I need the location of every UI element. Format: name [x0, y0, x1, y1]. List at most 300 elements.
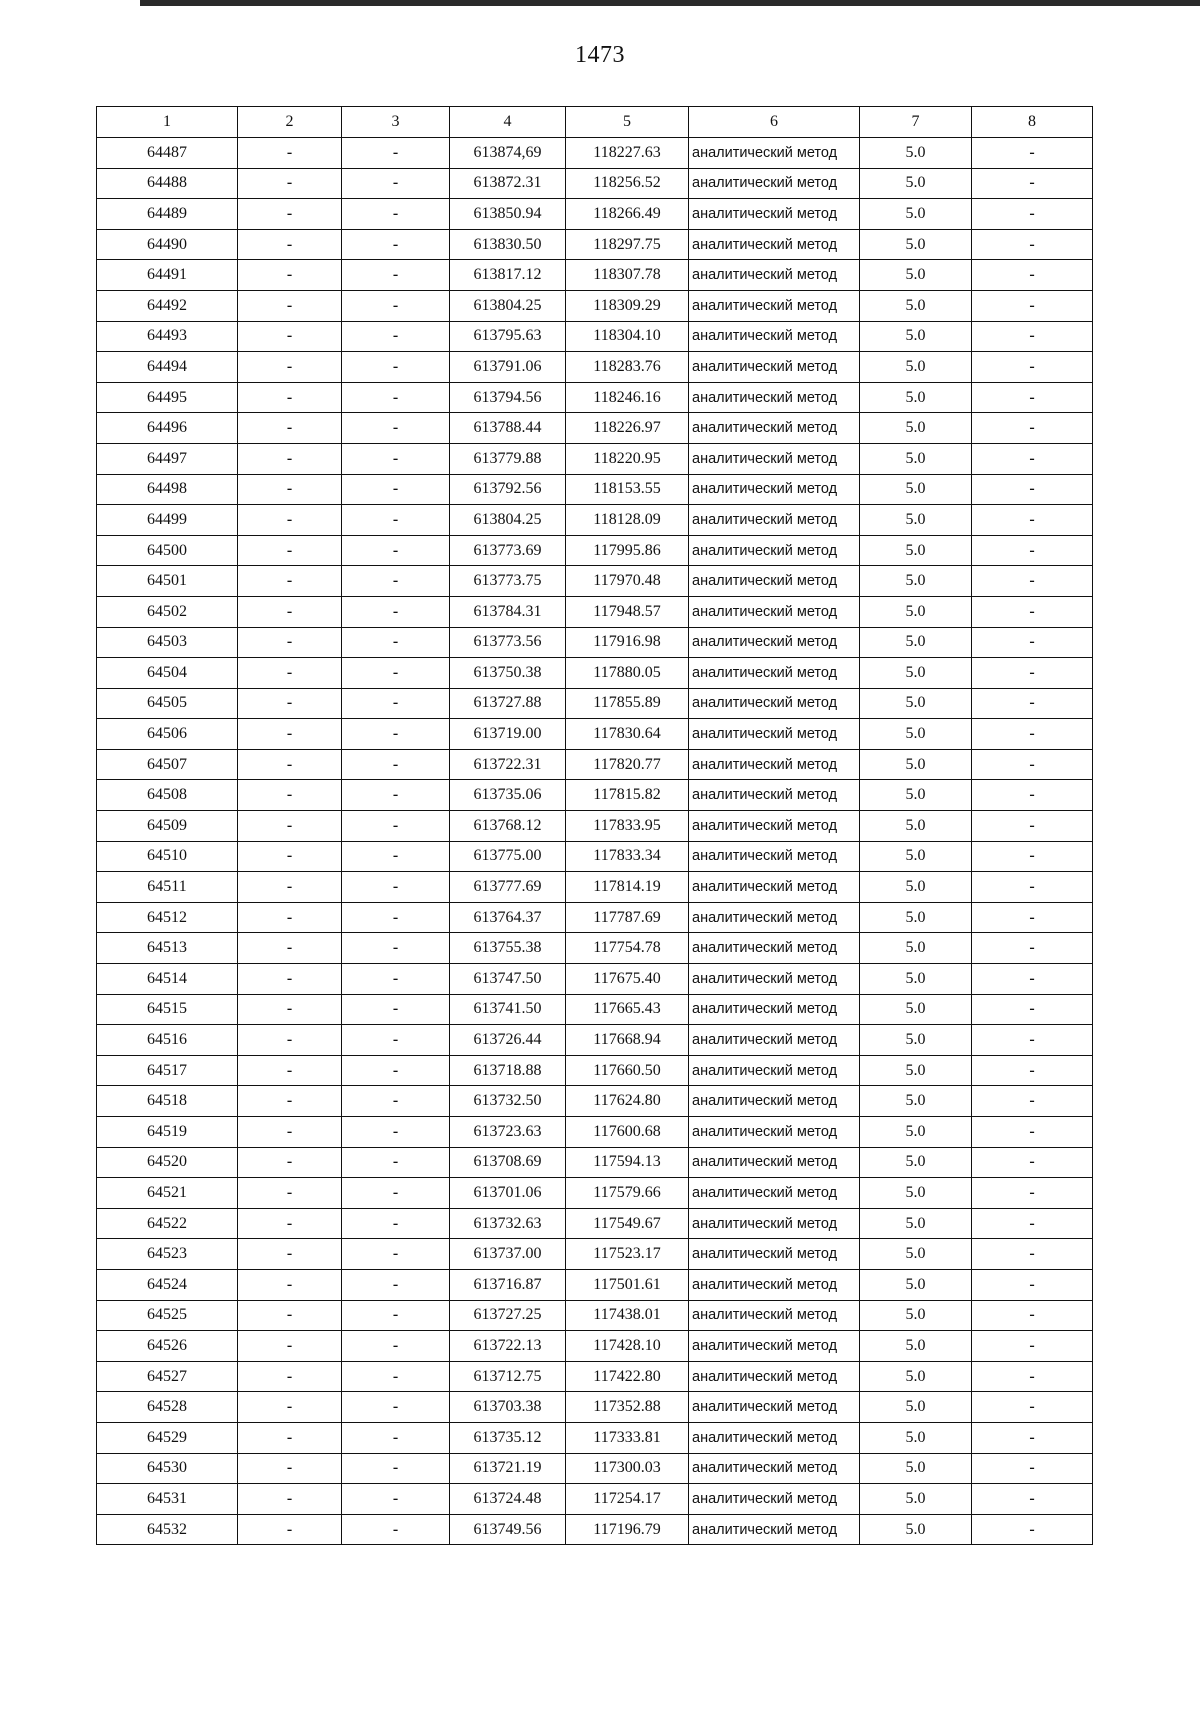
col2-cell: -	[238, 902, 342, 933]
accuracy-cell: 5.0	[860, 566, 972, 597]
method-cell: аналитический метод	[689, 474, 860, 505]
col2-cell: -	[238, 1361, 342, 1392]
point-number-cell: 64510	[97, 841, 238, 872]
col8-cell: -	[972, 1025, 1093, 1056]
table-row	[97, 443, 1093, 474]
accuracy-cell: 5.0	[860, 902, 972, 933]
table-row	[97, 811, 1093, 842]
col8-cell: -	[972, 474, 1093, 505]
col3-cell: -	[342, 321, 450, 352]
point-number-cell: 64519	[97, 1117, 238, 1148]
x-coordinate-cell: 613724.48	[450, 1484, 566, 1515]
method-cell: аналитический метод	[689, 290, 860, 321]
x-coordinate-cell: 613773.69	[450, 535, 566, 566]
table-row	[97, 566, 1093, 597]
col8-cell: -	[972, 229, 1093, 260]
y-coordinate-cell: 117995.86	[566, 535, 689, 566]
col8-cell: -	[972, 168, 1093, 199]
col8-cell: -	[972, 1484, 1093, 1515]
col8-cell: -	[972, 199, 1093, 230]
x-coordinate-cell: 613716.87	[450, 1269, 566, 1300]
method-cell: аналитический метод	[689, 1147, 860, 1178]
column-header-3: 3	[342, 107, 450, 138]
x-coordinate-cell: 613708.69	[450, 1147, 566, 1178]
accuracy-cell: 5.0	[860, 1025, 972, 1056]
col3-cell: -	[342, 1055, 450, 1086]
point-number-cell: 64507	[97, 749, 238, 780]
y-coordinate-cell: 117333.81	[566, 1422, 689, 1453]
accuracy-cell: 5.0	[860, 1055, 972, 1086]
accuracy-cell: 5.0	[860, 1147, 972, 1178]
col8-cell: -	[972, 352, 1093, 383]
table-row	[97, 627, 1093, 658]
table-row	[97, 596, 1093, 627]
col8-cell: -	[972, 1178, 1093, 1209]
col8-cell: -	[972, 1269, 1093, 1300]
col3-cell: -	[342, 1147, 450, 1178]
method-cell: аналитический метод	[689, 1178, 860, 1209]
x-coordinate-cell: 613701.06	[450, 1178, 566, 1209]
x-coordinate-cell: 613737.00	[450, 1239, 566, 1270]
col2-cell: -	[238, 413, 342, 444]
col3-cell: -	[342, 1025, 450, 1056]
col8-cell: -	[972, 443, 1093, 474]
x-coordinate-cell: 613792.56	[450, 474, 566, 505]
x-coordinate-cell: 613723.63	[450, 1117, 566, 1148]
method-cell: аналитический метод	[689, 1514, 860, 1545]
point-number-cell: 64494	[97, 352, 238, 383]
table-row	[97, 1178, 1093, 1209]
col8-cell: -	[972, 688, 1093, 719]
accuracy-cell: 5.0	[860, 321, 972, 352]
col8-cell: -	[972, 1422, 1093, 1453]
col2-cell: -	[238, 1331, 342, 1362]
accuracy-cell: 5.0	[860, 749, 972, 780]
accuracy-cell: 5.0	[860, 1178, 972, 1209]
col2-cell: -	[238, 627, 342, 658]
col2-cell: -	[238, 1055, 342, 1086]
col8-cell: -	[972, 1453, 1093, 1484]
method-cell: аналитический метод	[689, 505, 860, 536]
col8-cell: -	[972, 1086, 1093, 1117]
header-row	[97, 107, 1093, 138]
col8-cell: -	[972, 811, 1093, 842]
method-cell: аналитический метод	[689, 1117, 860, 1148]
col3-cell: -	[342, 1361, 450, 1392]
y-coordinate-cell: 117594.13	[566, 1147, 689, 1178]
method-cell: аналитический метод	[689, 902, 860, 933]
y-coordinate-cell: 117300.03	[566, 1453, 689, 1484]
table-row	[97, 229, 1093, 260]
method-cell: аналитический метод	[689, 229, 860, 260]
point-number-cell: 64506	[97, 719, 238, 750]
accuracy-cell: 5.0	[860, 505, 972, 536]
accuracy-cell: 5.0	[860, 168, 972, 199]
scan-edge-line	[140, 0, 1200, 6]
col3-cell: -	[342, 138, 450, 169]
method-cell: аналитический метод	[689, 1208, 860, 1239]
accuracy-cell: 5.0	[860, 443, 972, 474]
x-coordinate-cell: 613726.44	[450, 1025, 566, 1056]
y-coordinate-cell: 118266.49	[566, 199, 689, 230]
table-row	[97, 1147, 1093, 1178]
accuracy-cell: 5.0	[860, 535, 972, 566]
accuracy-cell: 5.0	[860, 199, 972, 230]
method-cell: аналитический метод	[689, 719, 860, 750]
x-coordinate-cell: 613712.75	[450, 1361, 566, 1392]
point-number-cell: 64497	[97, 443, 238, 474]
point-number-cell: 64520	[97, 1147, 238, 1178]
y-coordinate-cell: 117787.69	[566, 902, 689, 933]
table-row	[97, 749, 1093, 780]
point-number-cell: 64526	[97, 1331, 238, 1362]
point-number-cell: 64530	[97, 1453, 238, 1484]
accuracy-cell: 5.0	[860, 780, 972, 811]
y-coordinate-cell: 118220.95	[566, 443, 689, 474]
col2-cell: -	[238, 382, 342, 413]
accuracy-cell: 5.0	[860, 1269, 972, 1300]
y-coordinate-cell: 117814.19	[566, 872, 689, 903]
table-row	[97, 841, 1093, 872]
accuracy-cell: 5.0	[860, 1392, 972, 1423]
col2-cell: -	[238, 964, 342, 995]
point-number-cell: 64515	[97, 994, 238, 1025]
col8-cell: -	[972, 1361, 1093, 1392]
accuracy-cell: 5.0	[860, 658, 972, 689]
accuracy-cell: 5.0	[860, 474, 972, 505]
accuracy-cell: 5.0	[860, 1514, 972, 1545]
point-number-cell: 64488	[97, 168, 238, 199]
table-row	[97, 1422, 1093, 1453]
accuracy-cell: 5.0	[860, 1422, 972, 1453]
accuracy-cell: 5.0	[860, 1117, 972, 1148]
y-coordinate-cell: 118226.97	[566, 413, 689, 444]
col8-cell: -	[972, 1239, 1093, 1270]
point-number-cell: 64518	[97, 1086, 238, 1117]
col2-cell: -	[238, 780, 342, 811]
y-coordinate-cell: 117675.40	[566, 964, 689, 995]
col2-cell: -	[238, 872, 342, 903]
col2-cell: -	[238, 1392, 342, 1423]
x-coordinate-cell: 613830.50	[450, 229, 566, 260]
method-cell: аналитический метод	[689, 811, 860, 842]
col3-cell: -	[342, 1331, 450, 1362]
col8-cell: -	[972, 994, 1093, 1025]
table-row	[97, 352, 1093, 383]
point-number-cell: 64532	[97, 1514, 238, 1545]
table-row	[97, 902, 1093, 933]
point-number-cell: 64523	[97, 1239, 238, 1270]
table-row	[97, 688, 1093, 719]
point-number-cell: 64500	[97, 535, 238, 566]
x-coordinate-cell: 613755.38	[450, 933, 566, 964]
col2-cell: -	[238, 841, 342, 872]
method-cell: аналитический метод	[689, 627, 860, 658]
y-coordinate-cell: 117501.61	[566, 1269, 689, 1300]
col3-cell: -	[342, 1514, 450, 1545]
table-row	[97, 1025, 1093, 1056]
accuracy-cell: 5.0	[860, 413, 972, 444]
method-cell: аналитический метод	[689, 994, 860, 1025]
col3-cell: -	[342, 1269, 450, 1300]
point-number-cell: 64498	[97, 474, 238, 505]
col2-cell: -	[238, 749, 342, 780]
method-cell: аналитический метод	[689, 749, 860, 780]
y-coordinate-cell: 117428.10	[566, 1331, 689, 1362]
table-row	[97, 1086, 1093, 1117]
col3-cell: -	[342, 566, 450, 597]
x-coordinate-cell: 613779.88	[450, 443, 566, 474]
col2-cell: -	[238, 474, 342, 505]
table-row	[97, 290, 1093, 321]
col2-cell: -	[238, 199, 342, 230]
y-coordinate-cell: 117523.17	[566, 1239, 689, 1270]
y-coordinate-cell: 118309.29	[566, 290, 689, 321]
table-body	[97, 138, 1093, 1545]
point-number-cell: 64521	[97, 1178, 238, 1209]
method-cell: аналитический метод	[689, 596, 860, 627]
col8-cell: -	[972, 902, 1093, 933]
col8-cell: -	[972, 260, 1093, 291]
point-number-cell: 64517	[97, 1055, 238, 1086]
col8-cell: -	[972, 1300, 1093, 1331]
x-coordinate-cell: 613721.19	[450, 1453, 566, 1484]
col8-cell: -	[972, 964, 1093, 995]
accuracy-cell: 5.0	[860, 1300, 972, 1331]
col3-cell: -	[342, 994, 450, 1025]
y-coordinate-cell: 118246.16	[566, 382, 689, 413]
col8-cell: -	[972, 780, 1093, 811]
col2-cell: -	[238, 596, 342, 627]
method-cell: аналитический метод	[689, 1361, 860, 1392]
col8-cell: -	[972, 321, 1093, 352]
col3-cell: -	[342, 1484, 450, 1515]
coordinates-table	[96, 106, 1093, 1545]
method-cell: аналитический метод	[689, 352, 860, 383]
point-number-cell: 64487	[97, 138, 238, 169]
col8-cell: -	[972, 1208, 1093, 1239]
col8-cell: -	[972, 658, 1093, 689]
x-coordinate-cell: 613775.00	[450, 841, 566, 872]
column-header-6: 6	[689, 107, 860, 138]
x-coordinate-cell: 613804.25	[450, 290, 566, 321]
col2-cell: -	[238, 229, 342, 260]
method-cell: аналитический метод	[689, 1239, 860, 1270]
method-cell: аналитический метод	[689, 199, 860, 230]
table-row	[97, 1208, 1093, 1239]
table-row	[97, 413, 1093, 444]
point-number-cell: 64501	[97, 566, 238, 597]
table-row	[97, 1453, 1093, 1484]
accuracy-cell: 5.0	[860, 229, 972, 260]
accuracy-cell: 5.0	[860, 596, 972, 627]
table-row	[97, 1239, 1093, 1270]
accuracy-cell: 5.0	[860, 290, 972, 321]
col2-cell: -	[238, 443, 342, 474]
y-coordinate-cell: 118297.75	[566, 229, 689, 260]
col8-cell: -	[972, 290, 1093, 321]
col2-cell: -	[238, 1086, 342, 1117]
point-number-cell: 64491	[97, 260, 238, 291]
method-cell: аналитический метод	[689, 1422, 860, 1453]
col2-cell: -	[238, 1117, 342, 1148]
point-number-cell: 64495	[97, 382, 238, 413]
y-coordinate-cell: 117660.50	[566, 1055, 689, 1086]
col2-cell: -	[238, 1208, 342, 1239]
table-row	[97, 1514, 1093, 1545]
table-row	[97, 1117, 1093, 1148]
point-number-cell: 64525	[97, 1300, 238, 1331]
method-cell: аналитический метод	[689, 1331, 860, 1362]
col8-cell: -	[972, 933, 1093, 964]
col3-cell: -	[342, 596, 450, 627]
col2-cell: -	[238, 168, 342, 199]
col2-cell: -	[238, 1453, 342, 1484]
col2-cell: -	[238, 290, 342, 321]
col2-cell: -	[238, 1269, 342, 1300]
column-header-8: 8	[972, 107, 1093, 138]
method-cell: аналитический метод	[689, 321, 860, 352]
point-number-cell: 64516	[97, 1025, 238, 1056]
col8-cell: -	[972, 1117, 1093, 1148]
accuracy-cell: 5.0	[860, 1239, 972, 1270]
col3-cell: -	[342, 1208, 450, 1239]
table-row	[97, 964, 1093, 995]
column-header-1: 1	[97, 107, 238, 138]
table-row	[97, 168, 1093, 199]
col3-cell: -	[342, 1117, 450, 1148]
point-number-cell: 64502	[97, 596, 238, 627]
y-coordinate-cell: 117600.68	[566, 1117, 689, 1148]
y-coordinate-cell: 118307.78	[566, 260, 689, 291]
x-coordinate-cell: 613764.37	[450, 902, 566, 933]
col3-cell: -	[342, 902, 450, 933]
column-header-5: 5	[566, 107, 689, 138]
col3-cell: -	[342, 260, 450, 291]
method-cell: аналитический метод	[689, 1055, 860, 1086]
x-coordinate-cell: 613804.25	[450, 505, 566, 536]
x-coordinate-cell: 613768.12	[450, 811, 566, 842]
method-cell: аналитический метод	[689, 382, 860, 413]
accuracy-cell: 5.0	[860, 138, 972, 169]
col8-cell: -	[972, 535, 1093, 566]
y-coordinate-cell: 117830.64	[566, 719, 689, 750]
x-coordinate-cell: 613791.06	[450, 352, 566, 383]
page-number: 1473	[575, 42, 625, 68]
y-coordinate-cell: 117754.78	[566, 933, 689, 964]
col3-cell: -	[342, 872, 450, 903]
col2-cell: -	[238, 535, 342, 566]
accuracy-cell: 5.0	[860, 1086, 972, 1117]
col3-cell: -	[342, 1453, 450, 1484]
method-cell: аналитический метод	[689, 688, 860, 719]
col8-cell: -	[972, 841, 1093, 872]
table-row	[97, 535, 1093, 566]
table-row	[97, 994, 1093, 1025]
col2-cell: -	[238, 1484, 342, 1515]
x-coordinate-cell: 613732.50	[450, 1086, 566, 1117]
method-cell: аналитический метод	[689, 1269, 860, 1300]
table-row	[97, 1331, 1093, 1362]
col3-cell: -	[342, 505, 450, 536]
col2-cell: -	[238, 1239, 342, 1270]
col3-cell: -	[342, 1300, 450, 1331]
accuracy-cell: 5.0	[860, 841, 972, 872]
point-number-cell: 64508	[97, 780, 238, 811]
col3-cell: -	[342, 1422, 450, 1453]
x-coordinate-cell: 613703.38	[450, 1392, 566, 1423]
x-coordinate-cell: 613850.94	[450, 199, 566, 230]
col3-cell: -	[342, 474, 450, 505]
col3-cell: -	[342, 413, 450, 444]
y-coordinate-cell: 118283.76	[566, 352, 689, 383]
point-number-cell: 64512	[97, 902, 238, 933]
y-coordinate-cell: 118153.55	[566, 474, 689, 505]
accuracy-cell: 5.0	[860, 688, 972, 719]
point-number-cell: 64505	[97, 688, 238, 719]
col3-cell: -	[342, 1086, 450, 1117]
col3-cell: -	[342, 1178, 450, 1209]
accuracy-cell: 5.0	[860, 872, 972, 903]
x-coordinate-cell: 613777.69	[450, 872, 566, 903]
table-row	[97, 1269, 1093, 1300]
column-header-2: 2	[238, 107, 342, 138]
x-coordinate-cell: 613794.56	[450, 382, 566, 413]
method-cell: аналитический метод	[689, 933, 860, 964]
col2-cell: -	[238, 321, 342, 352]
x-coordinate-cell: 613874,69	[450, 138, 566, 169]
y-coordinate-cell: 117422.80	[566, 1361, 689, 1392]
point-number-cell: 64503	[97, 627, 238, 658]
col3-cell: -	[342, 811, 450, 842]
method-cell: аналитический метод	[689, 964, 860, 995]
point-number-cell: 64504	[97, 658, 238, 689]
col3-cell: -	[342, 168, 450, 199]
table-row	[97, 1055, 1093, 1086]
y-coordinate-cell: 117665.43	[566, 994, 689, 1025]
col3-cell: -	[342, 688, 450, 719]
method-cell: аналитический метод	[689, 413, 860, 444]
col3-cell: -	[342, 658, 450, 689]
column-header-7: 7	[860, 107, 972, 138]
x-coordinate-cell: 613727.88	[450, 688, 566, 719]
method-cell: аналитический метод	[689, 260, 860, 291]
col8-cell: -	[972, 1392, 1093, 1423]
x-coordinate-cell: 613732.63	[450, 1208, 566, 1239]
col2-cell: -	[238, 688, 342, 719]
accuracy-cell: 5.0	[860, 964, 972, 995]
y-coordinate-cell: 118128.09	[566, 505, 689, 536]
y-coordinate-cell: 117916.98	[566, 627, 689, 658]
x-coordinate-cell: 613788.44	[450, 413, 566, 444]
col3-cell: -	[342, 290, 450, 321]
y-coordinate-cell: 117833.34	[566, 841, 689, 872]
col8-cell: -	[972, 505, 1093, 536]
y-coordinate-cell: 118304.10	[566, 321, 689, 352]
x-coordinate-cell: 613749.56	[450, 1514, 566, 1545]
table-row	[97, 1484, 1093, 1515]
table-row	[97, 382, 1093, 413]
col3-cell: -	[342, 1392, 450, 1423]
y-coordinate-cell: 117624.80	[566, 1086, 689, 1117]
point-number-cell: 64524	[97, 1269, 238, 1300]
table-row	[97, 321, 1093, 352]
col2-cell: -	[238, 138, 342, 169]
col3-cell: -	[342, 627, 450, 658]
accuracy-cell: 5.0	[860, 719, 972, 750]
x-coordinate-cell: 613795.63	[450, 321, 566, 352]
table-row	[97, 780, 1093, 811]
